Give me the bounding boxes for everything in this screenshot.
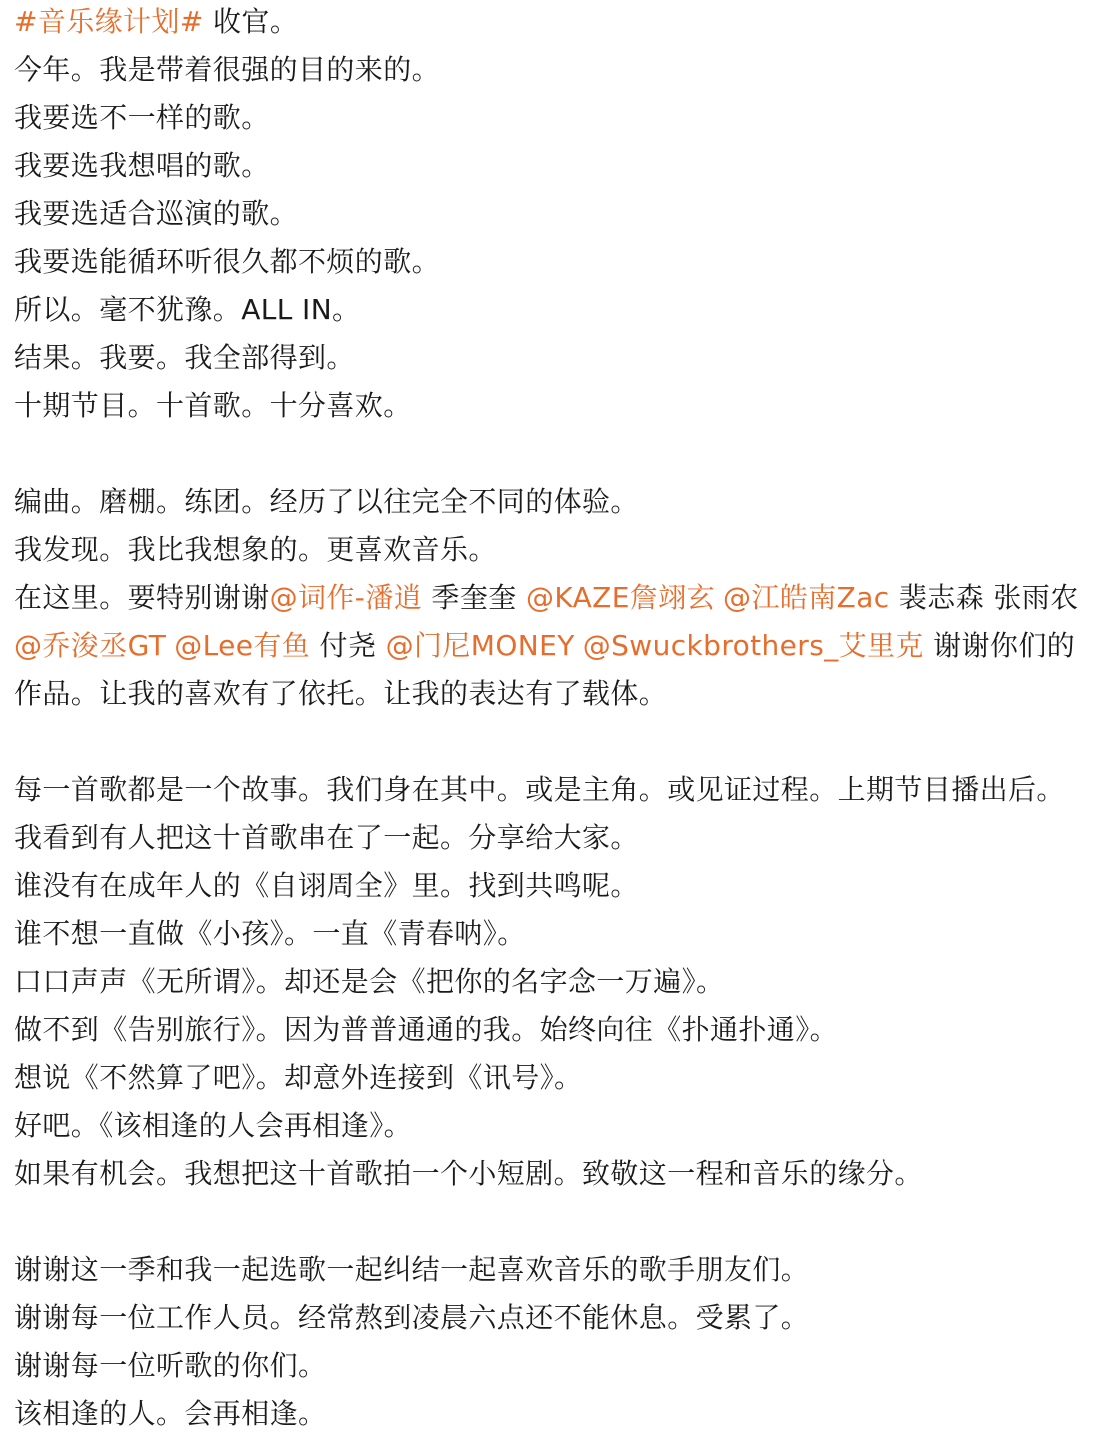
paragraph-spacer [14, 718, 1102, 766]
header-text: 收官。 [203, 5, 299, 38]
thanks-line-2 [14, 622, 1102, 670]
thanks-suffix: 谢谢你们的 [923, 629, 1076, 662]
paragraph-spacer [14, 430, 1102, 478]
thanks-line-1 [14, 574, 1102, 622]
post-header-line [14, 0, 1102, 46]
para3-line: 我看到有人把这十首歌串在了一起。分享给大家。 [14, 821, 639, 854]
mention-link[interactable]: @KAZE詹翊玄 [525, 581, 716, 614]
mention-link[interactable]: @Swuckbrothers_艾里克 [582, 629, 924, 662]
para1-line: 今年。我是带着很强的目的来的。 [14, 53, 441, 86]
para4-line: 谢谢每一位工作人员。经常熬到凌晨六点还不能休息。受累了。 [14, 1301, 810, 1334]
para1-line: 我要选适合巡演的歌。 [14, 197, 299, 230]
hashtag-link[interactable]: #音乐缘计划# [14, 5, 204, 38]
para3-line: 口口声声《无所谓》。却还是会《把你的名字念一万遍》。 [14, 965, 725, 998]
para2-line: 我发现。我比我想象的。更喜欢音乐。 [14, 533, 497, 566]
para1-line: 结果。我要。我全部得到。 [14, 341, 355, 374]
para1-line: 我要选我想唱的歌。 [14, 149, 270, 182]
para4-line: 该相逢的人。会再相逢。 [14, 1397, 327, 1430]
para1-line: 我要选不一样的歌。 [14, 101, 270, 134]
mention-link[interactable]: @乔浚丞GT [14, 629, 167, 662]
para3-line: 想说《不然算了吧》。却意外连接到《讯号》。 [14, 1061, 583, 1094]
para3-line: 谁不想一直做《小孩》。一直《青春呐》。 [14, 917, 526, 950]
mention-link[interactable]: @江皓南Zac [723, 581, 890, 614]
para3-line: 如果有机会。我想把这十首歌拍一个小短剧。致敬这一程和音乐的缘分。 [14, 1157, 923, 1190]
para2-line: 作品。让我的喜欢有了依托。让我的表达有了载体。 [14, 677, 668, 710]
para1-line: 我要选能循环听很久都不烦的歌。 [14, 245, 441, 278]
para4-line: 谢谢每一位听歌的你们。 [14, 1349, 327, 1382]
para3-line: 每一首歌都是一个故事。我们身在其中。或是主角。或见证过程。上期节目播出后。 [14, 773, 1065, 806]
mention-link[interactable]: @门尼MONEY [385, 629, 575, 662]
name-text: 付尧 [310, 629, 386, 662]
mention-link[interactable]: @Lee有鱼 [174, 629, 311, 662]
para1-line: 所以。毫不犹豫。ALL IN。 [14, 293, 361, 326]
mention-link[interactable]: @词作-潘逍 [269, 581, 423, 614]
para3-line: 做不到《告别旅行》。因为普普通通的我。始终向往《扑通扑通》。 [14, 1013, 839, 1046]
paragraph-spacer [14, 1198, 1102, 1246]
name-text: 裴志森 张雨农 [889, 581, 1079, 614]
para2-line: 编曲。磨棚。练团。经历了以往完全不同的体验。 [14, 485, 639, 518]
para3-line: 谁没有在成年人的《自诩周全》里。找到共鸣呢。 [14, 869, 639, 902]
para1-line: 十期节目。十首歌。十分喜欢。 [14, 389, 412, 422]
name-text: 季奎奎 [422, 581, 526, 614]
thanks-prefix: 在这里。要特别谢谢 [14, 581, 270, 614]
para3-line: 好吧。《该相逢的人会再相逢》。 [14, 1109, 413, 1142]
para4-line: 谢谢这一季和我一起选歌一起纠结一起喜欢音乐的歌手朋友们。 [14, 1253, 810, 1286]
